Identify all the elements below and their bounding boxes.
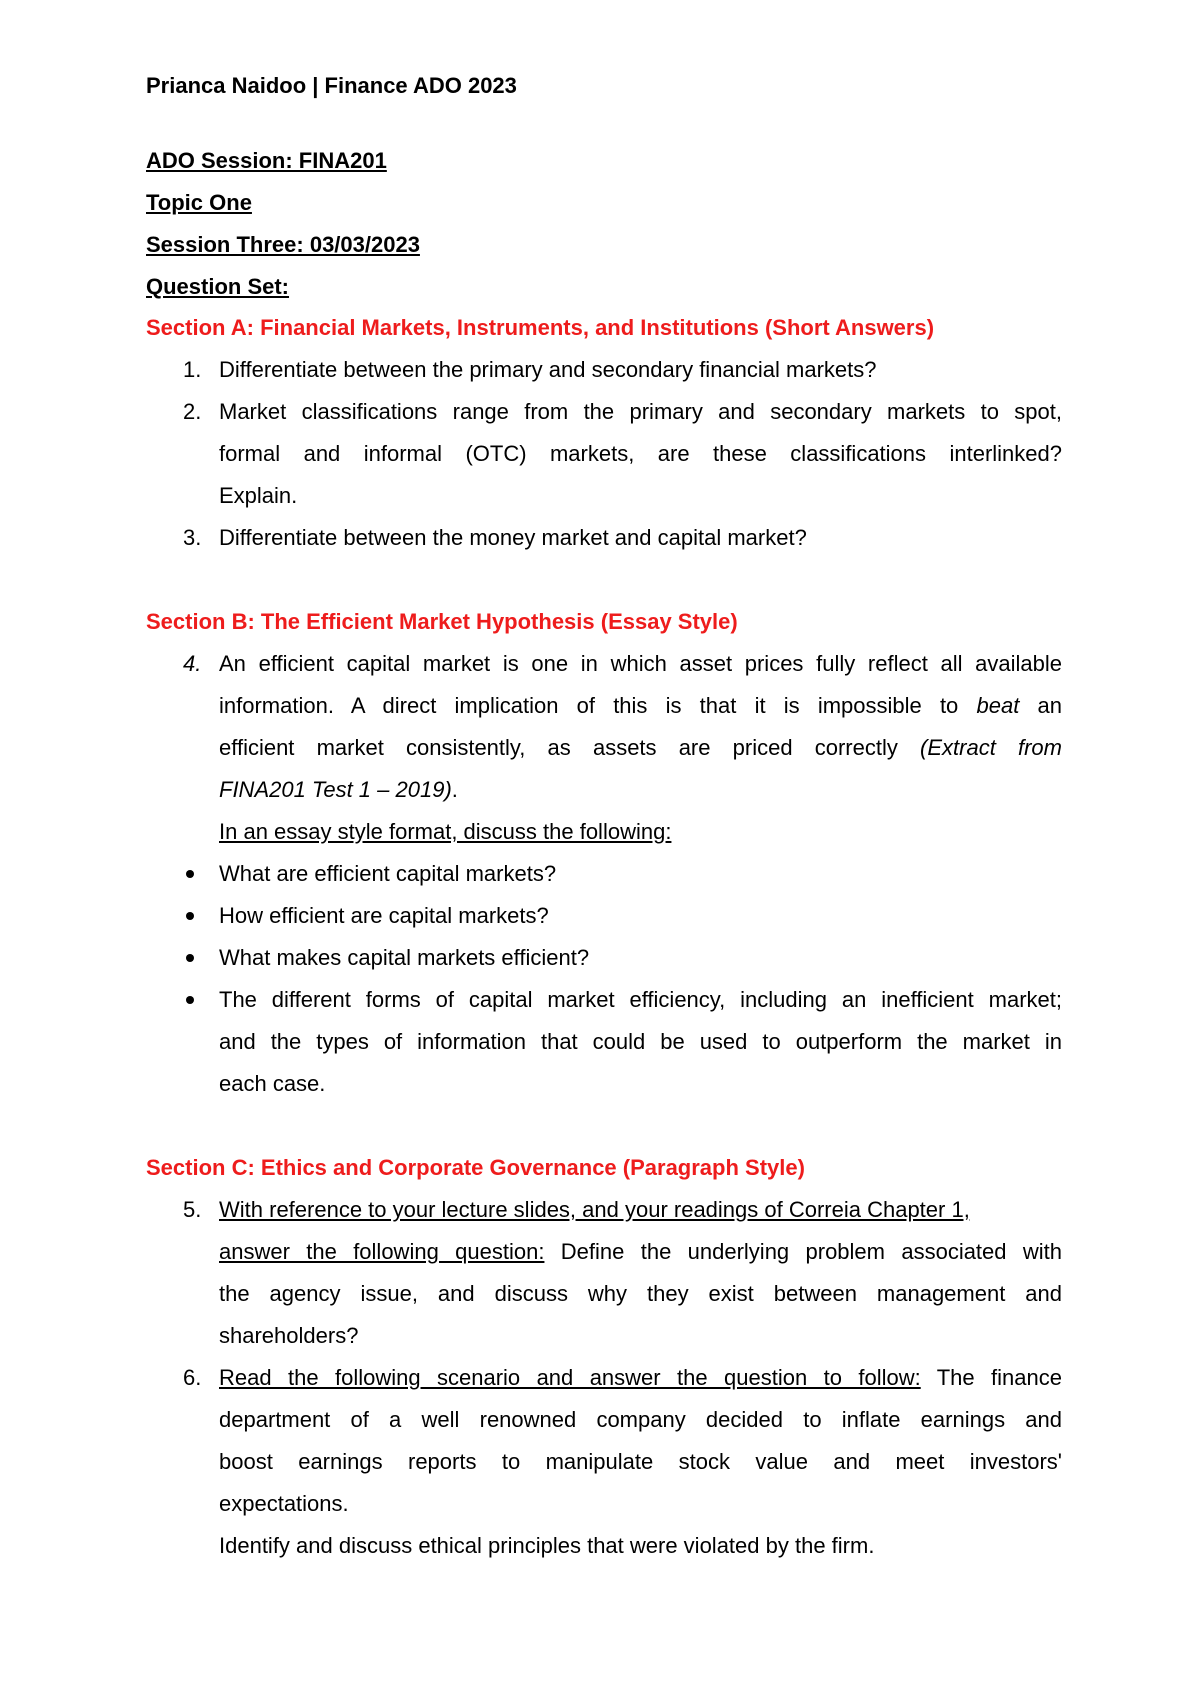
bullet-text: What are efficient capital markets? xyxy=(219,861,557,886)
question-text: An efficient capital market is one in which asset prices fully reflect all available xyxy=(219,651,1062,676)
question-text: formal and informal (OTC) markets, are these classifications interlinked? xyxy=(219,441,1062,466)
question-number: 1. xyxy=(183,357,202,382)
question-number: 2. xyxy=(183,399,202,424)
question-text-part: The finance xyxy=(920,1365,1062,1390)
question-text: Market classifications range from the primary and secondary markets to spot, xyxy=(219,399,1062,424)
question-prompt: answer the following question: xyxy=(219,1239,545,1264)
question-text xyxy=(219,735,1062,761)
bullet-text: How efficient are capital markets? xyxy=(219,903,549,928)
question-number: 5. xyxy=(183,1197,202,1222)
section-b-heading: Section B: The Efficient Market Hypothesis (Essay Style) xyxy=(146,609,738,634)
question-text: shareholders? xyxy=(219,1323,359,1348)
bullet-icon xyxy=(186,954,194,962)
question-text: department of a well renowned company decided to inflate earnings and xyxy=(219,1407,1062,1432)
session-date-label: Session Three: 03/03/2023 xyxy=(146,232,420,257)
question-text: Differentiate between the money market and capital market? xyxy=(219,525,807,550)
question-text-part: Define the underlying problem associated with xyxy=(544,1239,1062,1264)
question-text xyxy=(219,777,1062,803)
question-text xyxy=(219,693,1062,719)
question-text: expectations. xyxy=(219,1491,349,1516)
topic-label: Topic One xyxy=(146,190,252,215)
question-text-part: efficient market consistently, as assets are priced correctly xyxy=(219,735,898,760)
question-text xyxy=(219,1365,1062,1391)
question-text-part: . xyxy=(451,777,458,802)
emphasis-beat: beat xyxy=(976,693,1020,718)
question-text: With reference to your lecture slides, and your readings of Correia Chapter 1, xyxy=(219,1197,970,1222)
section-a-heading: Section A: Financial Markets, Instruments, and Institutions (Short Answers) xyxy=(146,315,935,340)
question-text: Identify and discuss ethical principles that were violated by the firm. xyxy=(219,1533,875,1558)
document-header: Prianca Naidoo | Finance ADO 2023 xyxy=(146,73,517,98)
question-number: 3. xyxy=(183,525,202,550)
question-set-label: Question Set: xyxy=(146,274,290,299)
ado-session-label: ADO Session: FINA201 xyxy=(146,148,387,173)
question-prompt: Read the following scenario and answer the question to follow: xyxy=(219,1365,921,1390)
question-text-part: an xyxy=(1037,693,1062,718)
question-number: 4. xyxy=(183,651,202,676)
section-c-heading: Section C: Ethics and Corporate Governance (Paragraph Style) xyxy=(146,1155,805,1180)
extract-citation: (Extract from xyxy=(920,735,1062,760)
essay-instruction: In an essay style format, discuss the following: xyxy=(219,819,672,844)
bullet-icon xyxy=(186,996,194,1004)
question-text: boost earnings reports to manipulate stock value and meet investors' xyxy=(219,1449,1062,1474)
bullet-text: and the types of information that could be used to outperform the market in xyxy=(219,1029,1062,1054)
question-text-part: information. A direct implication of this is that it is impossible to xyxy=(219,693,959,718)
question-number: 6. xyxy=(183,1365,202,1390)
bullet-icon xyxy=(186,870,194,878)
question-text: the agency issue, and discuss why they exist between management and xyxy=(219,1281,1062,1306)
bullet-text: each case. xyxy=(219,1071,326,1096)
extract-citation: FINA201 Test 1 – 2019) xyxy=(219,777,452,802)
bullet-text: The different forms of capital market efficiency, including an inefficient market; xyxy=(219,987,1062,1012)
question-text: Explain. xyxy=(219,483,298,508)
question-text: Differentiate between the primary and secondary financial markets? xyxy=(219,357,877,382)
question-text xyxy=(219,1239,1062,1265)
bullet-text: What makes capital markets efficient? xyxy=(219,945,590,970)
bullet-icon xyxy=(186,912,194,920)
